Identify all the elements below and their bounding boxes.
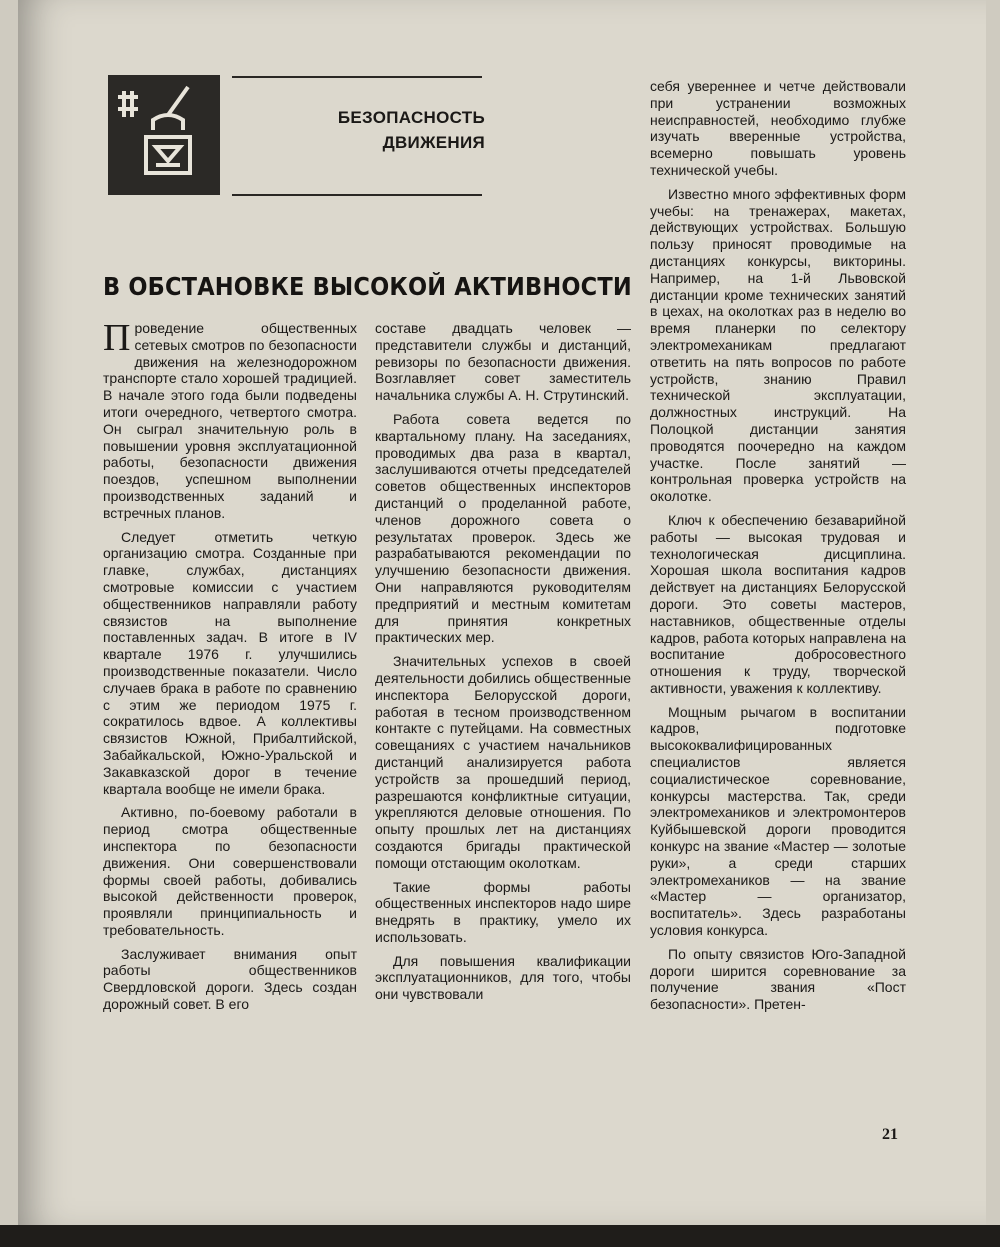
paragraph: Известно много эффективных форм учебы: на тренажерах, макетах, действующих устройствах. Большую пользу приносят проводимые на дистанциях конкурсы, викторины. Например, на 1-й Львовской дистанции кроме технических занятий в цехах, на околотках раз в неделю во время планерки по селектору электромеханикам предлагают ответить на пять вопросов по работе устройств, знанию Правил технической эксплуатации, должностных инструкций. На Полоцкой дистанции занятия проводятся поочередно на каждом участке. После занятий — контрольная проверка устройств на околотке. (650, 185, 906, 505)
paragraph: Такие формы работы общественных инспекторов надо шире внедрять в практику, умело их использовать. (375, 878, 631, 945)
page-number: 21 (882, 1126, 898, 1143)
article-column-3 (650, 78, 906, 1020)
article-column-1 (103, 317, 357, 1020)
paragraph: Ключ к обеспечению безаварийной работы — высокая трудовая и технологическая дисциплина. Хорошая школа воспитания кадров действует на дистанциях Белорусской дороги. Это советы мастеров, наставников, общественные отделы кадров, работа которых направлена на воспитание добросовестного отношения к труду, творческой активности, уважения к коллективу. (650, 511, 906, 696)
paragraph: Работа совета ведется по квартальному плану. На заседаниях, проводимых два раза в квартал, заслушиваются отчеты председателей советов общественных инспекторов дистанций о проделанной работе, членов дорожного совета о результатах проверок. Здесь же разрабатываются рекомендации по улучшению безопасности движения. Они направляются руководителям предприятий и местным комитетам для принятия конкретных практических мер. (375, 410, 631, 646)
section-rule-top (232, 76, 482, 78)
article-column-2 (375, 320, 631, 1010)
paragraph: По опыту связистов Юго-Западной дороги ширится соревнование за получение звания «Пост безопасности». Претен- (650, 945, 906, 1013)
paragraph: себя увереннее и четче действовали при устранении возможных неисправностей, необходимо глубже изучать вверенные устройства, всемерно повышать уровень технической учебы. (650, 78, 906, 178)
article-headline: В ОБСТАНОВКЕ ВЫСОКОЙ АКТИВНОСТИ (103, 272, 632, 301)
section-title (290, 105, 485, 155)
paragraph: Значительных успехов в своей деятельности добились общественные инспектора Белорусской дороги, работая в тесном производственном контакте с путейцами. На совместных совещаниях с участием начальников дистанций анализируется работа устройств за прошедший период, разрешаются конфликтные ситуации, укрепляются деловые отношения. По опыту прошлых лет на дистанциях создаются бригады практической помощи отстающим околоткам. (375, 653, 631, 871)
paragraph: Для повышения квалификации эксплуатационников, для того, чтобы они чувствовали (375, 952, 631, 1003)
paragraph: Следует отметить четкую организацию смотра. Созданные при главке, службах, дистанциях смотровые комиссии с участием общественников направляли работу связистов на выполнение поставленных задач. В итоге в IV квартале 1976 г. улучшились производственные показатели. Число случаев брака в работе по сравнению с этим же периодом 1975 г. сократилось вдвое. А коллективы связистов Южной, Прибалтийской, Забайкальской, Южно-Уральской и Закавказской дорог в течение квартала вообще не имели брака. (103, 528, 357, 797)
page-bottom-edge (0, 1225, 1000, 1247)
section-title-line2: ДВИЖЕНИЯ (382, 133, 485, 152)
section-rule-bottom (232, 194, 482, 196)
section-title-line1: БЕЗОПАСНОСТЬ (337, 108, 485, 127)
drop-cap: П (103, 317, 131, 359)
paragraph: Заслуживает внимания опыт работы общественников Свердловской дороги. Здесь создан дорожный совет. В его (103, 945, 357, 1013)
paragraph: Мощным рычагом в воспитании кадров, подготовке высококвалифицированных специалистов является социалистическое соревнование, конкурсы мастерства. Так, среди электромехаников и электромонтеров Куйбышевской дороги проводится конкурс на звание «Мастер — золотые руки», а среди старших электромехаников — на звание «Мастер — организатор, воспитатель». Здесь разработаны условия конкурса. (650, 703, 906, 939)
paragraph: Проведение общественных сетевых смотров по безопасности движения на железнодорожном транспорте стало хорошей традицией. В начале этого года были подведены итоги очередного, четвертого смотра. Он сыграл значительную роль в повышении уровня эксплуатационной работы, безопасности движения поездов, успешном выполнении производственных заданий и встречных планов. (103, 317, 357, 521)
section-logo (108, 75, 220, 195)
paragraph: составе двадцать человек — представители службы и дистанций, ревизоры по безопасности движения. Возглавляет совет заместитель начальника службы А. Н. Струтинский. (375, 320, 631, 404)
signal-safety-icon (108, 75, 220, 195)
paragraph: Активно, по-боевому работали в период смотра общественные инспектора по безопасности движения. Они совершенствовали формы своей работы, добивались высокой действенности проверок, проявляли принципиальность и требовательность. (103, 804, 357, 938)
